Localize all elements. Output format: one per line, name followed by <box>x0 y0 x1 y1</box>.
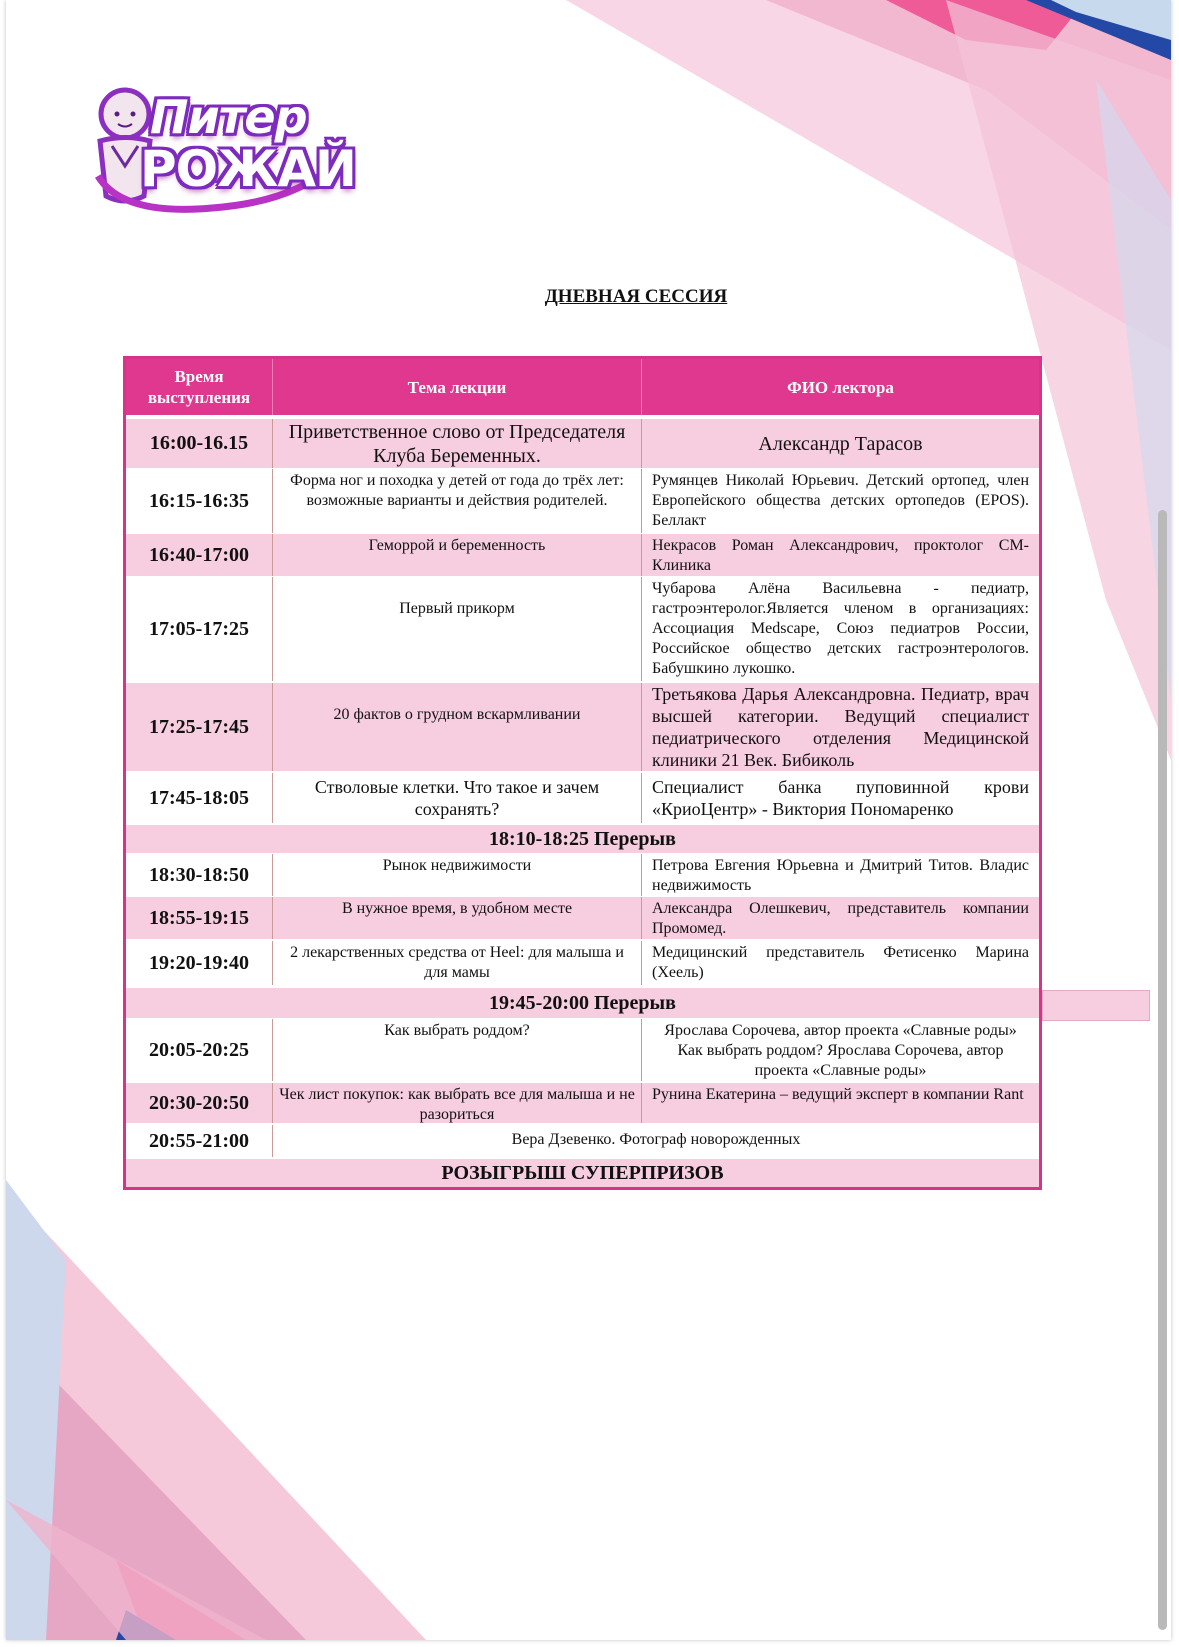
row-time: 18:55-19:15 <box>149 906 249 929</box>
row-lecturer: Некрасов Роман Александрович, проктолог СМ-Клиника <box>641 534 1039 576</box>
table-row <box>126 534 1039 576</box>
row-lecturer: Румянцев Николай Юрьевич. Детский ортопед, член Европейского общества детских ортопедов (EPOS). Беллакт <box>641 469 1039 533</box>
header-lecturer: ФИО лектора <box>641 359 1039 415</box>
row-time: 16:15-16:35 <box>149 489 249 512</box>
row-lecturer: Медицинский представитель Фетисенко Марина (Хеель) <box>641 941 1039 985</box>
row-topic: Форма ног и походка у детей от года до трёх лет: возможные варианты и действия родителей. <box>272 469 641 533</box>
row-topic: Приветственное слово от Председателя Клуба Беременных. <box>272 419 641 468</box>
vertical-scrollbar[interactable] <box>1158 510 1167 1630</box>
row-time: 20:30-20:50 <box>149 1091 249 1114</box>
logo-text-piter: Питер <box>150 90 307 144</box>
break-label: 19:45-20:00 Перерыв <box>489 991 676 1014</box>
table-row <box>126 419 1039 468</box>
table-row <box>126 1125 1039 1157</box>
row-time: 17:05-17:25 <box>149 617 249 640</box>
row-topic: Чек лист покупок: как выбрать все для малыша и не разориться <box>272 1083 641 1123</box>
row-topic: Как выбрать роддом? <box>272 1019 641 1081</box>
row-time: 17:25-17:45 <box>149 715 249 738</box>
table-row <box>126 941 1039 985</box>
table-row <box>126 773 1039 823</box>
header-topic: Тема лекции <box>272 359 641 415</box>
break-label: 18:10-18:25 Перерыв <box>489 827 676 850</box>
row-topic: Стволовые клетки. Что такое и зачем сохранять? <box>272 773 641 823</box>
table-row <box>126 577 1039 681</box>
row-time: 16:40-17:00 <box>149 543 249 566</box>
row-time: 19:20-19:40 <box>149 951 249 974</box>
row-lecturer: Александр Тарасов <box>641 419 1039 468</box>
row-lecturer: Ярослава Сорочева, автор проекта «Славные роды» Как выбрать роддом? Ярослава Сорочева, автор проекта «Славные роды» <box>641 1019 1039 1081</box>
row-lecturer: Специалист банка пуповинной крови «КриоЦентр» - Виктория Пономаренко <box>641 773 1039 823</box>
row-topic: 2 лекарственных средства от Heel: для малыша и для мамы <box>272 941 641 985</box>
header-time: Время выступления <box>147 367 251 407</box>
break-row-extension <box>1042 990 1150 1021</box>
table-row <box>126 1083 1039 1123</box>
schedule-table <box>123 356 1042 1190</box>
row-time: 16:00-16.15 <box>149 432 249 454</box>
prize-draw-row <box>126 1159 1039 1187</box>
row-time: 18:30-18:50 <box>149 863 249 886</box>
row-time: 17:45-18:05 <box>149 786 249 809</box>
row-topic: Геморрой и беременность <box>272 534 641 576</box>
table-row <box>126 897 1039 939</box>
table-row <box>126 683 1039 771</box>
break-row <box>126 825 1039 853</box>
row-lecturer: Чубарова Алёна Васильевна - педиатр, гастроэнтеролог.Является членом в организациях: Ассоциация Medscape, Союз педиатров России, Российское общество детских гастроэнтерологов. Бабушкино лукошко. <box>641 577 1039 681</box>
table-row <box>126 469 1039 533</box>
row-span: Вера Дзевенко. Фотограф новорожденных <box>272 1125 1039 1157</box>
document-page <box>6 0 1171 1640</box>
break-row <box>126 988 1039 1018</box>
table-header <box>126 359 1039 415</box>
table-row <box>126 1019 1039 1081</box>
prize-draw-label: РОЗЫГРЫШ СУПЕРПРИЗОВ <box>441 1161 724 1184</box>
row-time: 20:55-21:00 <box>149 1129 249 1152</box>
row-lecturer: Александра Олешкевич, представитель компании Промомед. <box>641 897 1039 939</box>
row-topic: Рынок недвижимости <box>272 854 641 896</box>
row-lecturer: Третьякова Дарья Александровна. Педиатр, врач высшей категории. Ведущий специалист педиатрического отделения Медицинской клиники 21 Век. Бибиколь <box>641 683 1039 771</box>
row-topic: В нужное время, в удобном месте <box>272 897 641 939</box>
logo-text-rozhai: РОЖАЙ <box>140 140 356 198</box>
row-time: 20:05-20:25 <box>149 1038 249 1061</box>
row-lecturer: Петрова Евгения Юрьевна и Дмитрий Титов. Владис недвижимость <box>641 854 1039 896</box>
row-lecturer: Рунина Екатерина – ведущий эксперт в компании Rant <box>641 1083 1039 1123</box>
table-row <box>126 854 1039 896</box>
piter-rozhai-logo <box>92 86 356 216</box>
row-topic: Первый прикорм <box>272 577 641 681</box>
session-title: ДНЕВНАЯ СЕССИЯ <box>544 286 728 307</box>
row-topic: 20 фактов о грудном вскармливании <box>272 683 641 771</box>
